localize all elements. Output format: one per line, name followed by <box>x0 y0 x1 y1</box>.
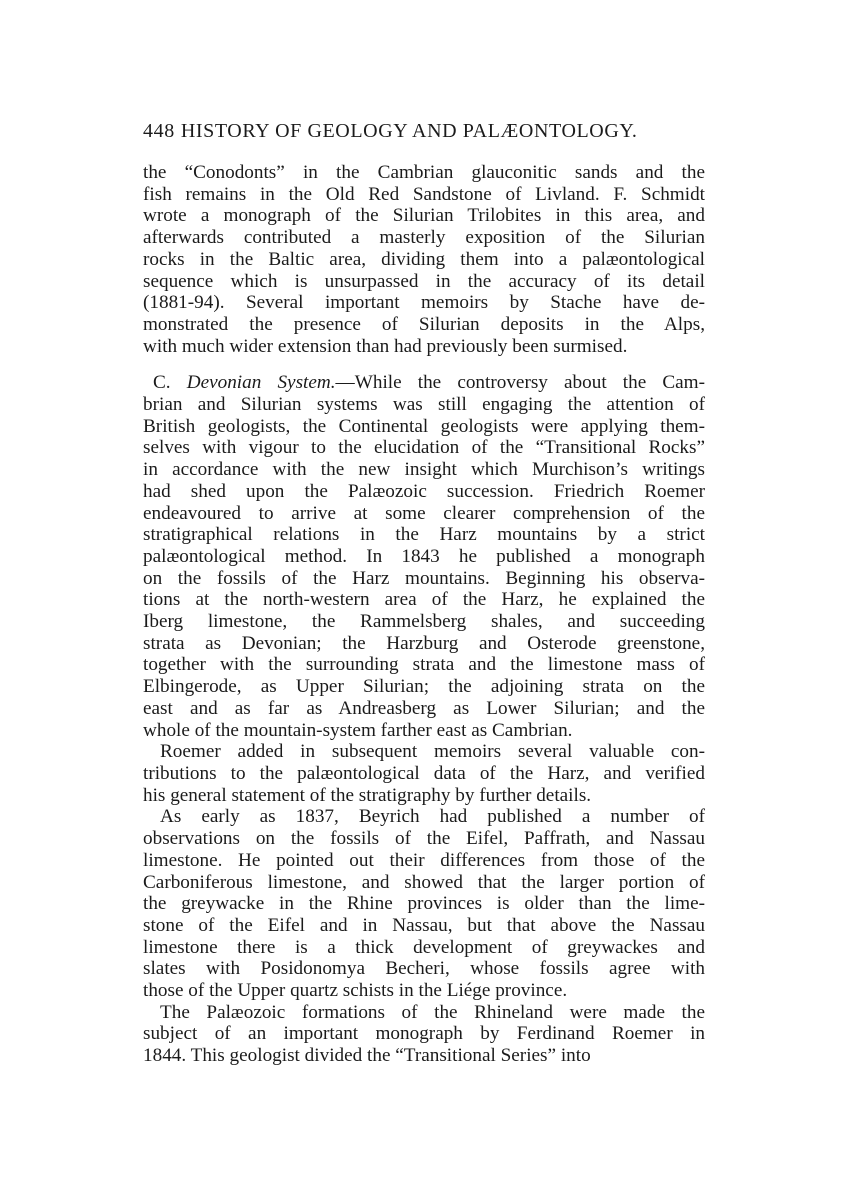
text-line: had shed upon the Palæozoic succession. Friedrich Roemer <box>143 480 705 502</box>
text-line: brian and Silurian systems was still engaging the attention of <box>143 394 705 416</box>
book-page <box>143 118 705 1067</box>
body-text <box>143 162 705 1067</box>
text-line: in accordance with the new insight which Murchison’s writings <box>143 459 705 481</box>
text-line: strata as Devonian; the Harzburg and Osterode greenstone, <box>143 632 705 654</box>
text-line: Iberg limestone, the Rammelsberg shales, and succeeding <box>143 611 705 633</box>
text-line: Carboniferous limestone, and showed that the larger portion of <box>143 871 705 893</box>
paragraph <box>143 806 705 1001</box>
text-line: limestone there is a thick development of greywackes and <box>143 936 705 958</box>
text-line: endeavoured to arrive at some clearer comprehension of the <box>143 502 705 524</box>
text-line: tributions to the palæontological data of the Harz, and verified <box>143 762 705 784</box>
text-line: fish remains in the Old Red Sandstone of Livland. F. Schmidt <box>143 183 705 205</box>
text-line: whole of the mountain-system farther east as Cambrian. <box>143 719 573 741</box>
text-line <box>143 372 705 394</box>
text-line: Elbingerode, as Upper Silurian; the adjoining strata on the <box>143 676 705 698</box>
text-line: stone of the Eifel and in Nassau, but that above the Nassau <box>143 914 705 936</box>
text-line: his general statement of the stratigraphy by further details. <box>143 784 592 806</box>
text-line: those of the Upper quartz schists in the Liége province. <box>143 980 568 1002</box>
text-line: monstrated the presence of Silurian deposits in the Alps, <box>143 313 705 335</box>
text-line: together with the surrounding strata and the limestone mass of <box>143 654 705 676</box>
text-line: the “Conodonts” in the Cambrian glauconitic sands and the <box>143 162 705 183</box>
section-lead-text: —While the controversy about the Cam- <box>335 372 705 394</box>
running-head <box>143 118 705 144</box>
section-devonian-system <box>143 357 705 741</box>
text-line: 1844. This geologist divided the “Transitional Series” into <box>143 1045 591 1067</box>
text-line: east and as far as Andreasberg as Lower Silurian; and the <box>143 697 705 719</box>
text-line: the greywacke in the Rhine provinces is older than the lime- <box>143 893 705 915</box>
text-line: stratigraphical relations in the Harz mountains by a strict <box>143 524 705 546</box>
text-line: sequence which is unsurpassed in the accuracy of its detail <box>143 270 705 292</box>
text-line: (1881-94). Several important memoirs by Stache have de- <box>143 292 705 314</box>
text-line: on the fossils of the Harz mountains. Beginning his observa- <box>143 567 705 589</box>
text-line: selves with vigour to the elucidation of the “Transitional Rocks” <box>143 437 705 459</box>
paragraph <box>143 1002 705 1067</box>
text-line: palæontological method. In 1843 he published a monograph <box>143 545 705 567</box>
section-gap <box>143 357 705 372</box>
text-line: wrote a monograph of the Silurian Trilobites in this area, and <box>143 205 705 227</box>
section-letter: C. <box>153 372 187 394</box>
text-line: As early as 1837, Beyrich had published a number of <box>160 806 705 828</box>
text-line: Roemer added in subsequent memoirs several valuable con- <box>160 741 705 763</box>
text-line: subject of an important monograph by Ferdinand Roemer in <box>143 1023 705 1045</box>
paragraph <box>143 162 705 357</box>
text-line: rocks in the Baltic area, dividing them into a palæontological <box>143 248 705 270</box>
text-line: tions at the north-western area of the Harz, he explained the <box>143 589 705 611</box>
paragraph <box>143 741 705 806</box>
text-line: The Palæozoic formations of the Rhineland were made the <box>160 1001 705 1023</box>
text-line: with much wider extension than had previously been surmised. <box>143 335 628 357</box>
page-number: 448 <box>143 120 175 142</box>
text-line: observations on the fossils of the Eifel, Paffrath, and Nassau <box>143 828 705 850</box>
text-line: afterwards contributed a masterly exposition of the Silurian <box>143 227 705 249</box>
running-title: HISTORY OF GEOLOGY AND PALÆONTOLOGY. <box>180 120 638 142</box>
text-line: British geologists, the Continental geologists were applying them- <box>143 415 705 437</box>
text-line: slates with Posidonomya Becheri, whose fossils agree with <box>143 958 705 980</box>
text-line: limestone. He pointed out their differences from those of the <box>143 849 705 871</box>
section-heading: Devonian System. <box>186 372 336 394</box>
